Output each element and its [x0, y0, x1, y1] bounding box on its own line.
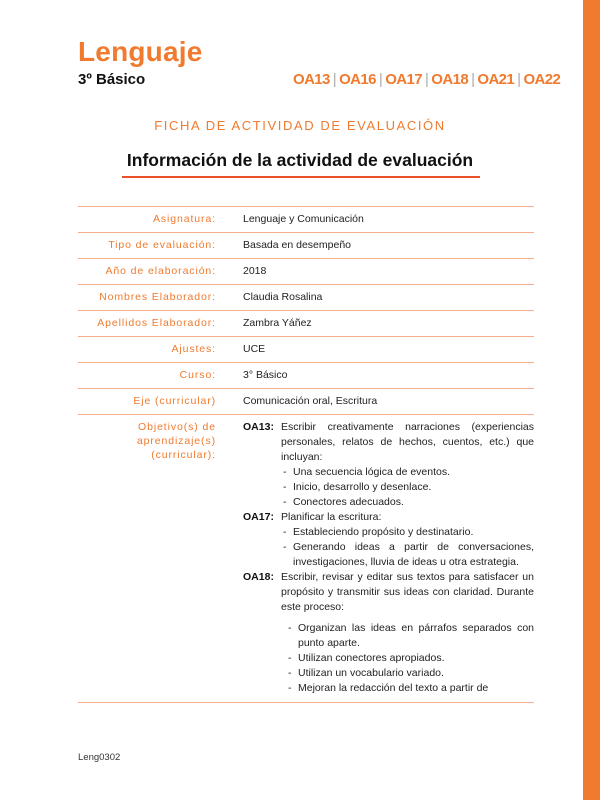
table-row — [78, 363, 534, 389]
row-value: UCE — [243, 337, 534, 363]
objective-code: OA13: — [243, 421, 274, 433]
objective-code: OA17: — [243, 511, 274, 523]
row-value: 2018 — [243, 259, 534, 285]
title-underline — [122, 176, 480, 178]
grade-label: 3º Básico — [78, 71, 146, 88]
objective-bullet: - Utilizan un vocabulario variado. — [288, 666, 534, 681]
row-label: Apellidos Elaborador: — [78, 311, 243, 337]
objective-bullet: - Generando ideas a partir de conversaciones, investigaciones, lluvia de ideas u otra estrategia. — [283, 540, 534, 570]
document-code: Leng0302 — [78, 752, 121, 763]
oa-code: OA16 — [339, 71, 376, 88]
oa-code-list: OA13 | OA16 | OA17 | OA18 | OA21 | OA22 — [293, 71, 561, 88]
objective-bullet: - Conectores adecuados. — [283, 495, 534, 510]
activity-info-table — [78, 206, 534, 703]
subject-title: Lenguaje — [78, 36, 203, 67]
sheet-type: FICHA DE ACTIVIDAD DE EVALUACIÓN — [154, 118, 446, 133]
row-value: Zambra Yáñez — [243, 311, 534, 337]
row-label: Curso: — [78, 363, 243, 389]
objective-code: OA18: — [243, 571, 274, 583]
objective-bullet: - Mejoran la redacción del texto a partir de — [288, 681, 534, 696]
table-row — [78, 311, 534, 337]
table-row — [78, 207, 534, 233]
objective-bullet: - Estableciendo propósito y destinatario. — [283, 525, 534, 540]
objective-block — [243, 420, 534, 510]
row-value: Basada en desempeño — [243, 233, 534, 259]
objective-text: Escribir creativamente narraciones (experiencias personales, relatos de hechos, cuentos, etc.) que incluyan: — [281, 421, 534, 463]
row-value: Claudia Rosalina — [243, 285, 534, 311]
oa-code: OA17 — [385, 71, 422, 88]
table-row — [78, 285, 534, 311]
table-row — [78, 389, 534, 415]
table-row — [78, 259, 534, 285]
sheet-title: Información de la actividad de evaluación — [126, 150, 474, 170]
row-value: Comunicación oral, Escritura — [243, 389, 534, 415]
objective-text: Escribir, revisar y editar sus textos para satisfacer un propósito y transmitir sus ideas con claridad. Durante este proceso: — [281, 571, 534, 613]
oa-code: OA13 — [293, 71, 330, 88]
table-row — [78, 233, 534, 259]
oa-code: OA18 — [431, 71, 469, 88]
objective-bullet: - Utilizan conectores apropiados. — [288, 651, 534, 666]
row-value: 3° Básico — [243, 363, 534, 389]
row-label: Nombres Elaborador: — [78, 285, 243, 311]
row-value: Lenguaje y Comunicación — [243, 207, 534, 233]
objective-block — [243, 570, 534, 696]
row-label: Año de elaboración: — [78, 259, 243, 285]
table-row-objectives — [78, 415, 534, 703]
table-row — [78, 337, 534, 363]
row-label: Tipo de evaluación: — [78, 233, 243, 259]
objectives-cell — [243, 415, 534, 703]
objective-bullet: - Organizan las ideas en párrafos separados con punto aparte. — [288, 621, 534, 651]
objective-bullet: - Una secuencia lógica de eventos. — [283, 465, 534, 480]
objective-text: Planificar la escritura: — [281, 511, 382, 523]
oa-code: OA22 — [523, 71, 561, 88]
objective-block — [243, 510, 534, 570]
row-label: Objetivo(s) de aprendizaje(s) (curricular): — [78, 415, 243, 703]
oa-code: OA21 — [477, 71, 515, 88]
row-label: Eje (curricular) — [78, 389, 243, 415]
row-label: Asignatura: — [78, 207, 243, 233]
objective-bullet: - Inicio, desarrollo y desenlace. — [283, 480, 534, 495]
row-label: Ajustes: — [78, 337, 243, 363]
